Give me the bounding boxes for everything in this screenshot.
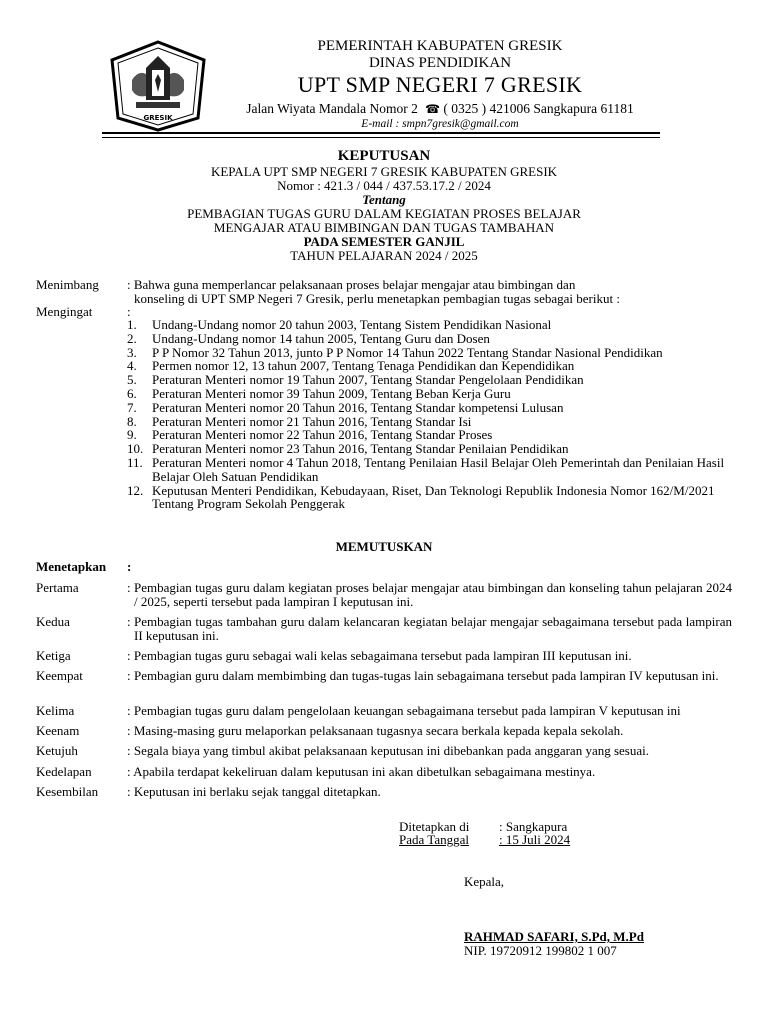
- keenam-label: Keenam: [36, 723, 80, 738]
- mengingat-item-number: 8.: [127, 413, 137, 429]
- mengingat-item: [127, 456, 747, 484]
- menimbang-label: Menimbang: [36, 277, 99, 292]
- keempat-text: Pembagian guru dalam membimbing dan tugas-tugas lain sebagaimana tersebut pada lampiran IV keputusan ini.: [134, 668, 719, 683]
- keenam-text: : Masing-masing guru melaporkan pelaksanaan tugasnya secara berkala kepada kepala sekolah.: [127, 723, 624, 738]
- mengingat-list: [127, 318, 747, 511]
- mengingat-item: [127, 442, 747, 456]
- letterhead-rule-thick: [102, 132, 660, 134]
- mengingat-item-number: 1.: [127, 317, 137, 332]
- decree-about: Tentang: [362, 192, 406, 207]
- decree-issuer: KEPALA UPT SMP NEGERI 7 GRESIK KABUPATEN GRESIK: [210, 164, 558, 179]
- pertama-label: Pertama: [36, 580, 79, 595]
- mengingat-item: [127, 346, 747, 360]
- pertama-text: Pembagian tugas guru dalam kegiatan proses belajar mengajar atau bimbingan dan konseling tahun pelajaran 2024 / 2025, seperti tersebut pada lampiran I keputusan ini.: [134, 580, 732, 609]
- mengingat-item-number: 4.: [127, 358, 137, 374]
- kedua-label: Kedua: [36, 614, 70, 629]
- decree-semester: PADA SEMESTER GANJIL: [303, 234, 465, 249]
- decree-number: Nomor : 421.3 / 044 / 437.53.17.2 / 2024: [277, 178, 491, 193]
- logo-lettering: GRESIK: [143, 114, 173, 122]
- kesembilan-text: : Keputusan ini berlaku sejak tanggal ditetapkan.: [127, 784, 381, 799]
- mengingat-item-text: Peraturan Menteri nomor 4 Tahun 2018, Tentang Penilaian Hasil Belajar Oleh Pemerintah dan Penilaian Hasil Belajar Oleh Satuan Pendidikan: [152, 454, 725, 484]
- mengingat-item: [127, 428, 747, 442]
- mengingat-item-text: Undang-Undang nomor 20 tahun 2003, Tentang Sistem Pendidikan Nasional: [152, 317, 552, 332]
- kelima-text: : Pembagian tugas guru dalam pengelolaan keuangan sebagaimana tersebut pada lampiran V keputusan ini: [127, 703, 681, 718]
- mengingat-item-text: Peraturan Menteri nomor 23 Tahun 2016, Tentang Standar Penilaian Pendidikan: [152, 441, 569, 457]
- decree-heading: KEPUTUSAN: [337, 148, 431, 164]
- kedua-text: Pembagian tugas tambahan guru dalam kelancaran kegiatan belajar mengajar sebagaimana tersebut pada lampiran II keputusan ini.: [134, 614, 732, 643]
- sig-position: Kepala,: [464, 874, 505, 889]
- mengingat-colon: :: [127, 304, 131, 319]
- sig-place-value: : Sangkapura: [499, 819, 568, 834]
- mengingat-item: [127, 415, 747, 429]
- sig-date-label: Pada Tanggal: [399, 832, 469, 847]
- letterhead-address: Jalan Wiyata Mandala Nomor 2: [246, 101, 418, 116]
- mengingat-item: [127, 484, 747, 512]
- kedelapan-label: Kedelapan: [36, 764, 92, 779]
- kelima-label: Kelima: [36, 703, 75, 718]
- mengingat-item: [127, 401, 747, 415]
- mengingat-item-text: Permen nomor 12, 13 tahun 2007, Tentang Tenaga Pendidikan dan Kependidikan: [152, 358, 575, 374]
- mengingat-item-number: 5.: [127, 372, 137, 388]
- mengingat-item-number: 9.: [127, 427, 137, 443]
- mengingat-item-text: Undang-Undang nomor 14 tahun 2005, Tentang Guru dan Dosen: [152, 330, 490, 346]
- mengingat-item: [127, 359, 747, 373]
- kesembilan-label: Kesembilan: [36, 784, 99, 799]
- mengingat-item-number: 12.: [127, 482, 144, 498]
- keempat-label: Keempat: [36, 668, 83, 683]
- mengingat-label: Mengingat: [36, 304, 93, 319]
- mengingat-item-number: 10.: [127, 441, 144, 457]
- mengingat-item-number: 2.: [127, 330, 137, 346]
- menetapkan-colon: :: [127, 559, 132, 574]
- mengingat-item: [127, 387, 747, 401]
- ketiga-label: Ketiga: [36, 648, 71, 663]
- mengingat-item-text: Peraturan Menteri nomor 22 Tahun 2016, Tentang Standar Proses: [152, 427, 493, 443]
- menimbang-line1: : Bahwa guna memperlancar pelaksanaan proses belajar mengajar atau bimbingan dan: [127, 277, 576, 292]
- mengingat-item-number: 7.: [127, 399, 137, 415]
- mengingat-item-text: Peraturan Menteri nomor 20 Tahun 2016, Tentang Standar kompetensi Lulusan: [152, 399, 564, 415]
- letterhead-email: E-mail : smpn7gresik@gmail.com: [361, 118, 519, 130]
- memutuskan-heading: MEMUTUSKAN: [335, 539, 433, 554]
- mengingat-item-text: Peraturan Menteri nomor 19 Tahun 2007, Tentang Standar Pengelolaan Pendidikan: [152, 372, 584, 388]
- ketujuh-text: : Segala biaya yang timbul akibat pelaksanaan keputusan ini dibebankan pada anggaran yang sesuai.: [127, 743, 649, 758]
- ketujuh-label: Ketujuh: [36, 743, 78, 758]
- mengingat-item-text: Keputusan Menteri Pendidikan, Kebudayaan, Riset, Dan Teknologi Republik Indonesia Nomor 162/M/2021 Tentang Program Sekolah Penggerak: [152, 482, 715, 512]
- decree-title-block: [0, 147, 768, 263]
- sig-name: RAHMAD SAFARI, S.Pd, M.Pd: [464, 929, 644, 944]
- sig-date-value: : 15 Juli 2024: [499, 832, 571, 847]
- letterhead-office: DINAS PENDIDIKAN: [368, 55, 512, 71]
- letterhead-government: PEMERINTAH KABUPATEN GRESIK: [317, 38, 563, 54]
- mengingat-item-text: Peraturan Menteri nomor 21 Tahun 2016, Tentang Standar Isi: [152, 413, 472, 429]
- mengingat-item: [127, 373, 747, 387]
- mengingat-item: [127, 332, 747, 346]
- telephone-icon: ☎: [421, 102, 441, 116]
- mengingat-item-text: P P Nomor 32 Tahun 2013, junto P P Nomor 14 Tahun 2022 Tentang Standar Nasional Pendidikan: [152, 344, 663, 360]
- sig-nip: NIP. 19720912 199802 1 007: [464, 943, 617, 958]
- letterhead-address-line: [215, 100, 665, 118]
- mengingat-item-text: Peraturan Menteri nomor 39 Tahun 2009, Tentang Beban Kerja Guru: [152, 385, 511, 401]
- kedelapan-text: : Apabila terdapat kekeliruan dalam keputusan ini akan dibetulkan sebagaimana mestinya.: [127, 764, 596, 779]
- letterhead-school-name: UPT SMP NEGERI 7 GRESIK: [297, 72, 583, 97]
- keempat-colon: :: [127, 668, 131, 683]
- decree-subject-line1: PEMBAGIAN TUGAS GURU DALAM KEGIATAN PROSES BELAJAR: [187, 206, 581, 221]
- decree-subject-line2: MENGAJAR ATAU BIMBINGAN DAN TUGAS TAMBAHAN: [213, 220, 555, 235]
- kedua-colon: :: [127, 614, 131, 629]
- ketiga-text: : Pembagian tugas guru sebagai wali kelas sebagaimana tersebut pada lampiran III keputusan ini.: [127, 648, 632, 663]
- gresik-emblem-logo: [108, 40, 208, 132]
- mengingat-item-number: 11.: [127, 454, 143, 470]
- pertama-colon: :: [127, 580, 131, 595]
- sig-place-label: Ditetapkan di: [399, 819, 470, 834]
- menetapkan-label: Menetapkan: [36, 559, 107, 574]
- letterhead: [215, 38, 665, 131]
- mengingat-item-number: 3.: [127, 344, 137, 360]
- letterhead-phone: ( 0325 ) 421006 Sangkapura 61181: [443, 101, 634, 116]
- letterhead-rule-thin: [102, 137, 660, 138]
- menimbang-line2: konseling di UPT SMP Negeri 7 Gresik, perlu menetapkan pembagian tugas sebagai berikut :: [134, 291, 620, 306]
- decree-year: TAHUN PELAJARAN 2024 / 2025: [290, 248, 478, 263]
- mengingat-item: [127, 318, 747, 332]
- mengingat-item-number: 6.: [127, 385, 137, 401]
